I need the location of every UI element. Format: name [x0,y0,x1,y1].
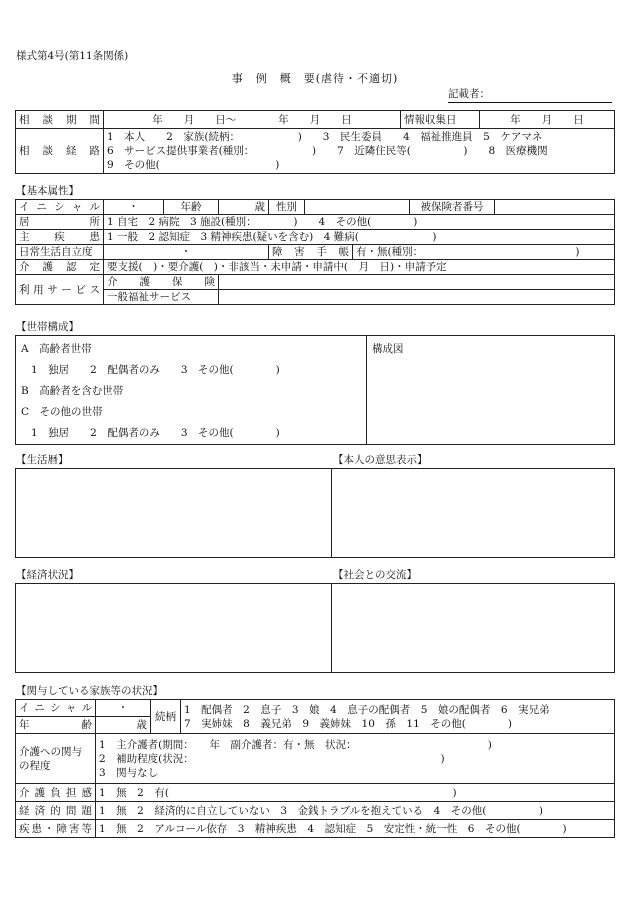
involvement-line: 3 関与なし [99,766,159,779]
economic-problem-label: 経済的問題 [16,802,96,820]
social-heading: 【社会との交流】 [333,569,417,581]
info-date-field[interactable]: 年 月 日 [480,111,615,129]
service-label: 利用サービス [16,275,104,305]
intention-heading: 【本人の意思表示】 [333,454,428,466]
household-section-heading: 【世帯構成】 [16,321,79,333]
service-welfare-label: 一般福祉サービス [104,290,219,305]
sex-label: 性別 [269,200,305,215]
independence-field[interactable]: ・ [104,245,269,260]
family-age-field[interactable]: 歳 [96,717,151,734]
insured-number-field[interactable] [495,200,615,215]
residence-options[interactable]: 1 自宅 2 病院 3 施設(種別： ) 4 その他( ) [104,215,615,230]
household-line: C その他の世帯 [21,406,103,418]
family-section-heading: 【関与している家族等の状況】 [16,685,163,697]
family-disease-options[interactable]: 1 無 2 アルコール依存 3 精神疾患 4 認知症 5 安定性・統一性 6 その他( ) [96,820,615,838]
info-date-label: 情報収集日 [401,111,480,129]
main-disease-label: 主疾患 [16,230,104,245]
route-line: 6 サービス提供事業者(種別： ) 7 近隣住民等( ) 8 医療機関 [107,145,548,157]
economic-box[interactable] [15,583,332,673]
involvement-line: 1 主介護者(期間： 年 副介護者：有・無 状況： ) [99,738,492,751]
age-field[interactable]: 歳 [219,200,269,215]
disability-handbook-field[interactable]: 有・無(種別： ) [353,245,615,260]
sex-field[interactable] [305,200,410,215]
family-table [15,699,615,838]
social-box[interactable] [331,583,615,673]
main-disease-options[interactable]: 1 一般 2 認知症 3 精神疾患(疑いを含む) 4 難病( ) [104,230,615,245]
family-disease-label: 疾患・障害等 [16,820,96,838]
household-diagram-label: 構成図 [372,343,404,355]
initial-field[interactable]: ・ [104,200,164,215]
household-line: A 高齢者世帯 [21,343,92,355]
recorder-field[interactable] [448,86,612,103]
household-line: B 高齢者を含む世帯 [21,385,124,397]
disability-handbook-label: 障害手帳 [269,245,353,260]
household-diagram-box[interactable] [366,335,615,445]
basic-section-heading: 【基本属性】 [16,185,79,197]
residence-label: 居所 [16,215,104,230]
consult-route-options[interactable] [104,129,615,174]
recorder-label: 記載者： [448,88,490,100]
service-care-insurance-field[interactable] [219,275,615,290]
economic-problem-options[interactable]: 1 無 2 経済的に自立していない 3 金銭トラブルを抱えている 4 その他( ) [96,802,615,820]
care-involvement-label: 介護への関与の程度 [16,734,96,784]
basic-table [15,199,615,305]
care-cert-options[interactable]: 要支援( )・要介護( )・非該当・未申請・申請中( 月 日)・申請予定 [104,260,615,275]
household-line: 1 独居 2 配偶者のみ 3 その他( ) [31,427,280,439]
family-age-label: 年齢 [16,717,96,734]
household-line: 1 独居 2 配偶者のみ 3 その他( ) [31,364,280,376]
family-relation-options[interactable] [181,700,615,734]
age-label: 年齢 [164,200,219,215]
initial-label: イニシャル [16,200,104,215]
family-initial-field[interactable]: ・ [96,700,151,717]
economic-heading: 【経済状況】 [16,569,79,581]
insured-number-label: 被保険者番号 [410,200,495,215]
consult-period-label: 相談期間 [16,111,104,129]
service-welfare-field[interactable] [219,290,615,305]
consult-route-label: 相談経路 [16,129,104,174]
form-number: 様式第4号(第11条関係) [16,50,129,62]
household-box[interactable] [15,335,367,445]
care-involvement-options[interactable] [96,734,615,784]
care-cert-label: 介護認定 [16,260,104,275]
intention-box[interactable] [331,468,615,558]
life-history-box[interactable] [15,468,332,558]
care-burden-label: 介護負担感 [16,784,96,802]
relation-line: 7 実姉妹 8 義兄弟 9 義姉妹 10 孫 11 その他( ) [184,717,512,730]
consult-period-field[interactable]: 年 月 日〜 年 月 日 [104,111,401,129]
care-burden-options[interactable]: 1 無 2 有( ) [96,784,615,802]
route-line: 1 本人 2 家族(続柄： ) 3 民生委員 4 福祉推進員 5 ケアマネ [107,131,543,143]
family-initial-label: イニシャル [16,700,96,717]
relation-line: 1 配偶者 2 息子 3 娘 4 息子の配偶者 5 娘の配偶者 6 実兄弟 [184,703,550,716]
involvement-line: 2 補助程度(状況： ) [99,752,445,765]
route-line: 9 その他( ) [107,159,280,171]
consult-table [15,110,615,174]
page-title: 事 例 概 要(虐待・不適切) [231,72,399,85]
life-history-heading: 【生活暦】 [16,454,69,466]
family-relation-label: 続柄 [151,700,181,734]
independence-label: 日常生活自立度 [16,245,104,260]
service-care-insurance-label: 介護保険 [104,275,219,290]
